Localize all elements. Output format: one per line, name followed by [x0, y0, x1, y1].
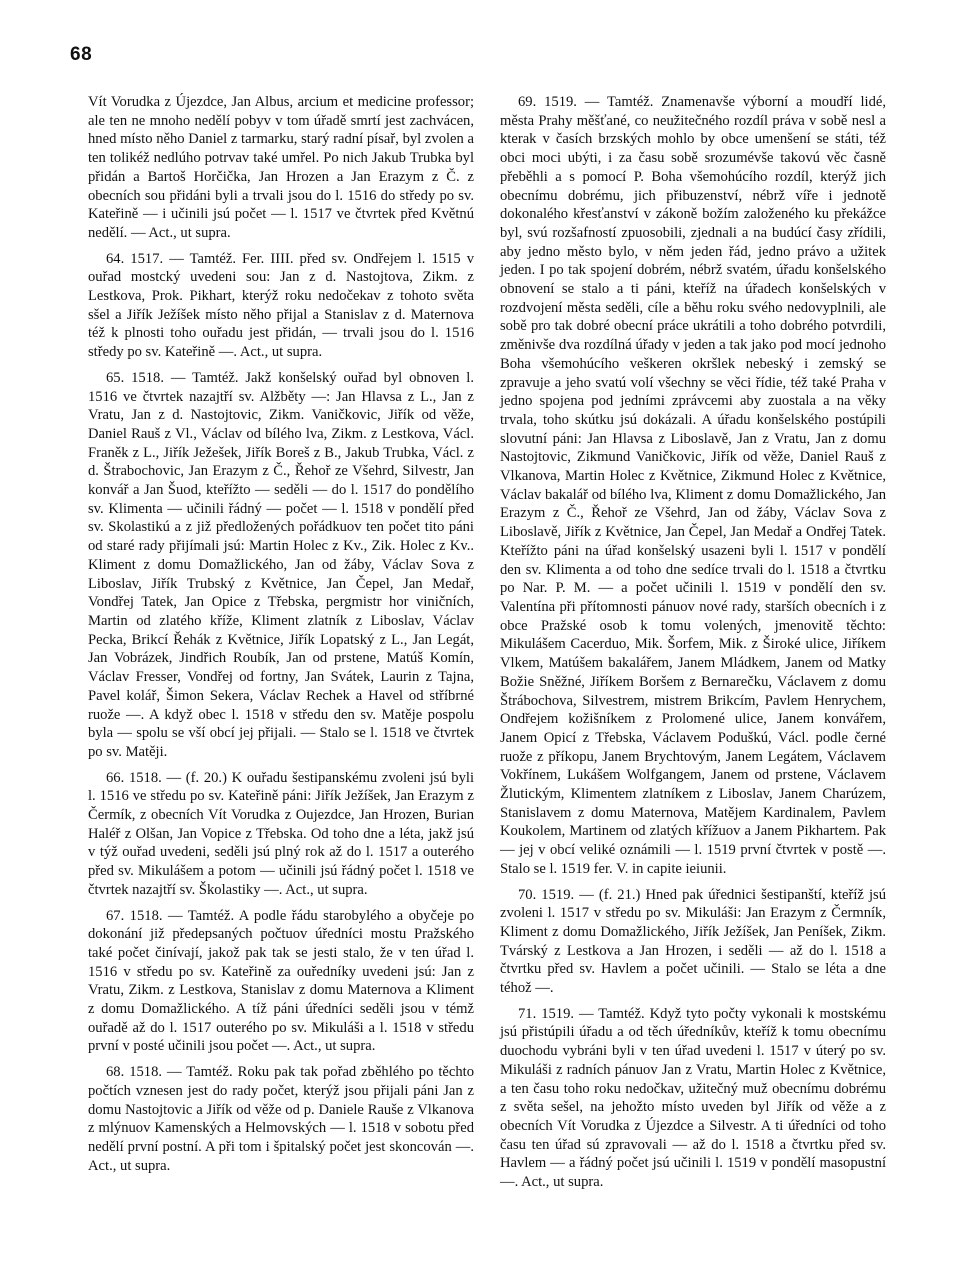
entry-68: 68. 1518. — Tamtéž. Roku pak tak pořad zběhlého po těchto počtích vznesen jest do rady počet, kterýž jsou přijali páni Jan z domu Nastojtovic a Jiřík od věže od p. Daniele Rauše z Vlkanova z mlýnuov Kamenských a Helmovských — l. 1518 v sobotu před nedělí první postní. A při tom i špitalský počet jest skoncován —. Act., ut supra.	[88, 1064, 474, 1174]
entry-65: 65. 1518. — Tamtéž. Jakž konšelský ouřad byl obnoven l. 1516 ve čtvrtek nazajtří sv. Alžběty —: Jan Hlavsa z L., Jan z Vratu, Jan z d. Nastojtovic, Zikm. Vaničkovic, Jiřík od věže, Daniel Rauš z Vl., Václav od bílého lva, Zikm. z Lestkova, Václ. Franěk z L., Jiřík Ježešek, Jiřík Boreš z B., Jakub Trubka, Václ. z d. Štrabochovic, Jan Erazym z Č., Řehoř ze Všehrd, Silvestr, Jan konvář a Jan Šuod, kteřížto — seděli — do l. 1517 do pondělího sv. Klimenta — učinili řádný — počet — l. 1518 v pondělí před sv. Skolastikú a z již předložených pořádkuov ten počet tito páni od staré rady přijímali jsú: Martin Holec z Kv., Zik. Holec z Kv.. Kliment z domu Domažlického, Jan od žáby, Václav Sova z Liboslav, Jiřík Trubský z Květnice, Jan Čepel, Jan Medař, Vondřej Tatek, Jan Opice z Třebska, pergmistr hor viničních, Martin od zlatého kříže, Kliment zlatník z Liboslav, Václav Pecka, Brikcí Řehák z Květnice, Jiřík Lopatský z L., Jan Legát, Jan Vobrázek, Jindřich Roubík, Jan od prstene, Matúš Komín, Václav Fresser, Vondřej od fortny, Jan Svátek, Laurin z Tajna, Pavel kolář, Šimon Sekera, Václav Rechek a Havel od stříbrné ruože —. A když obec l. 1518 v středu den sv. Matěje pospolu byla — spolu se vší obcí jej přijali. — Stalo se l. 1518 ve čtvrtek po sv. Matěji.	[88, 369, 474, 760]
entry-69: 69. 1519. — Tamtéž. Znamenavše výborní a moudří lidé, města Prahy měšťané, co neužitečného rozdíl práva v sobě nesl a kterak v časích brzských mohlo by obce umenšení se státi, též obci moci ubýti, i za času sobě srozumévše takovú věc časně přeběhli a s pomocí P. Boha všemohúcího rozdíl, kterýž jich obecnímu dobrému, jich přibuzenství, nébrž víře i jednotě dokonalého křesťanství v zákoně božím založeného ku překážce byl, svú rozšafností zpuosobili, zjednali a na budúcí časy zřídili, aby jedno město bylo, v něm jeden řád, jedno právo a užitek jeden. I po tak spojení dobrém, nébrž svatém, úřadu konšelského obnovení se stalo a ti páni, kteříž na úřadech konšelských v rozdvojení města seděli, cíle a běhu roku svého nedovyplnili, ale sobě pro tak dobré obecní práce ukrátili a toho dobrého potvrdili, změnivše dva rozdílná úřady v jeden a tak jako pod mocí jednoho Boha všemohúcího veškeren okršlek nebeský i zemský se zpravuje a jeho svatú volí všechny se věci řídie, též také Praha v jedno spojena pod jedními zprávcemi aby zuostala a na věky trvala, toho skútku jsú dokázali. A úřadu konšelského postúpili slovutní páni: Jan Hlavsa z Liboslavě, Jan z Vratu, Jan z domu Nastojtovic, Zikmund Vaničkovic, Jiřík od věže, Daniel Rauš z Vlkanova, Martin Holec z Květnice, Zikmund Holec z Květnice, Václav bakalář od bílého lva, Kliment z domu Domažlického, Jan Erazym z Č., Řehoř ze Všehrd, Jan od žáby, Václav Sova z Liboslavě, Jiřík z Květnice, Jan Čepel, Jan Medař a Ondřej Tatek. Kteřížto páni na úřad konšelský usazeni byli l. 1517 v pondělí den sv. Klimenta a od toho dne sedíce trvali do l. 1518 a čtvrtku po Nar. P. M. — a počet učinili l. 1519 v pondělí den sv. Valentína při přítomnosti pánuov nové rady, starších obecních i z obce Pražské osob k tomu volených, jmenovitě těchto: Mikulášem Cacerduo, Mik. Šorfem, Mik. z Široké ulice, Jiříkem Vlkem, Matúšem bakalářem, Janem Mládkem, Janem od Matky Božie Sněžné, Jiříkem Boršem z Bernarečku, Václavem z domu Štrábochova, Silvestrem, mistrem Brikcím, Pavlem Henrychem, Ondřejem kožišníkem z Prolomené ulice, Janem konvářem, Janem Opicí z Třebska, Václavem Poduškú, Václ. podle černé ruože z příkopu, Janem Brychtovým, Janem Legátem, Václavem Vokřínem, Lukášem Wolfgangem, Janem od prstene, Václavem Žlutickým, Klimentem zlatníkem z Liboslav, Janem Charúzem, Stanislavem z domu Maternova, Matějem Kardinalem, Pavlem Koukolem, Martinem od zlatých křížuov a Janem Pikhartem. Pak — jej v obcí veliké oznámili — l. 1519 první čtvrtek v postě —. Stalo se l. 1519 fer. V. in capite ieiunii.	[500, 94, 886, 877]
left-column	[88, 93, 474, 1175]
entry-71: 71. 1519. — Tamtéž. Když tyto počty vykonali k mostskému jsú přistúpili úřadu a od těch úředníkův, kteříž k tomu obecnímu duochodu vybráni byli v ten úřad uvedeni l. 1517 v úterý po sv. Mikuláši z radních pánuov Jan z Vratu, Martin Holec z Květnice, a ten času toho roku nedočkav, užitečný muž obecnímu dobrému z světa sešel, na jehožto místo uveden byl Jiřík od věže a z obecních Vít Vorudka z Újezdce a Silvestr. A ti úředníci od toho času ten úřad sú zpravovali — až do l. 1518 a čtvrtku před sv. Havlem — a řádný počet jsú učinili l. 1519 v pondělí masopustní —. Act., ut supra.	[500, 1005, 886, 1191]
entry-67: 67. 1518. — Tamtéž. A podle řádu starobylého a obyčeje po dokonání již předepsaných počtuov úředníci mostu Pražského také počet činívají, jakož pak tak se jesti stalo, že v ten úřad l. 1516 v středu po sv. Kateřině za ouředníky uvedeni jsú: Jan z Vratu, Zikm. z Lestkova, Stanislav z domu Maternova a Kliment z domu Domažlického. A tíž páni úředníci seděli jsou v témž ouřadě až do l. 1517 outerého po sv. Mikuláši a l. 1518 v středu první v posté učinili jsou počet —. Act., ut supra.	[88, 907, 474, 1055]
right-column	[500, 93, 886, 1192]
entry-70: 70. 1519. — (f. 21.) Hned pak úřednici šestipanští, kteříž jsú zvoleni l. 1517 v středu po sv. Mikuláši: Jan Erazym z Čermník, Kliment z domu Domažlického, Jiřík Ježíšek, Jan Peníšek, Zikm. Tvárský z Lestkova a Jan Hrozen, i seděli — až do l. 1518 a čtvrtku před sv. Havlem a počet učinili. — Stalo se léta a dne téhož —.	[500, 886, 886, 997]
entry-63-continuation: Vít Vorudka z Újezdce, Jan Albus, arcium et medicine professor; ale ten ne mnoho nedělí pobyv v tom úřadě smrtí jest zachvácen, hned místo něho Daniel z tarmarku, starý radní písař, byl zvolen a ten tolikéž nedlúho potrvav také umřel. Po nich Jakub Trubka byl přidán a Bartoš Horčička, Jan Hrozen a Jan Erazym z Č. z obecních sou přidáni byli a trvali jsou do l. 1516 do středy po sv. Kateřině — i učinili jsú počet — l. 1517 ve čtvrtek před Květnú nedělí. — Act., ut supra.	[88, 94, 474, 241]
entry-66: 66. 1518. — (f. 20.) K ouřadu šestipanskému zvoleni jsú byli l. 1516 ve středu po sv. Kateřině páni: Jiřík Ježíšek, Jan Erazym z Čermík, z obecních Vít Vorudka z Oujezdce, Jan Hrozen, Burian Haléř z Olšan, Jan Vopice z Třebska. Od toho dne a léta, jakž jsú v týž ouřad uvedeni, seděli jsú plný rok až do l. 1517 a outerého před sv. Mikulášem a potom — učinili jsú řádný počet l. 1518 ve čtvrtek nazajtří sv. Školastiky —. Act., ut supra.	[88, 769, 474, 898]
entry-64: 64. 1517. — Tamtéž. Fer. IIII. před sv. Ondřejem l. 1515 v ouřad mostcký uvedeni sou: Jan z d. Nastojtova, Zikm. z Lestkova, Prok. Pikhart, kterýž roku nedočekav z tohoto světa sšel a Jiřík Ježíšek místo něho přijal a Stanislav z d. Maternova též k plnosti toho ouřadu jest přidán, — trvali jsou do l. 1516 středy po sv. Kateřině —. Act., ut supra.	[88, 250, 474, 361]
page-number: 68	[70, 44, 93, 65]
